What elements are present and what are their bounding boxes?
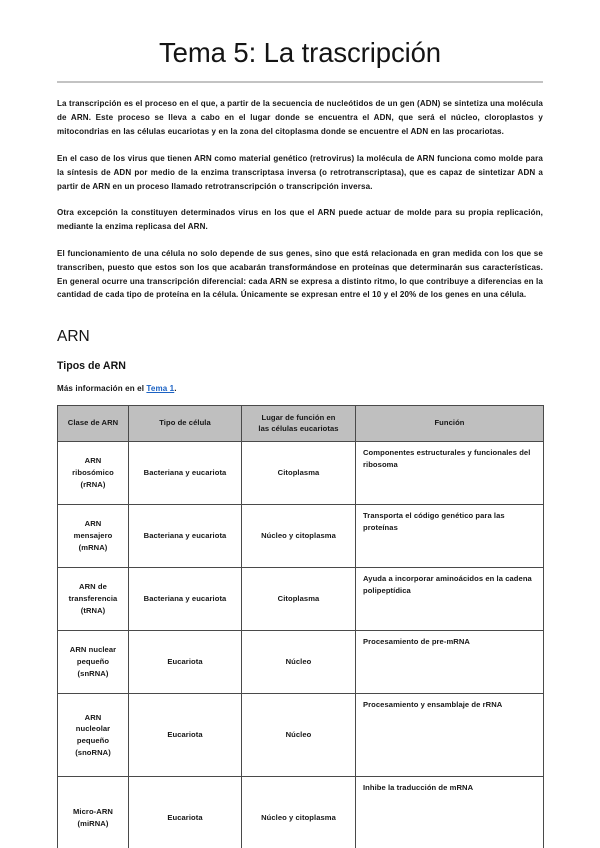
cell-tipo-de-celula: Eucariota (129, 631, 242, 694)
table-row (58, 631, 544, 694)
cell-tipo-de-celula: Bacteriana y eucariota (129, 442, 242, 505)
cell-clase-de-arn (58, 694, 129, 777)
cell-line: (mRNA) (78, 543, 108, 553)
cell-line: (snRNA) (77, 669, 109, 679)
cell-funcion: Ayuda a incorporar aminoácidos en la cadena polipeptídica (356, 568, 544, 631)
table-row (58, 694, 544, 777)
link-tema-1[interactable]: Tema 1 (146, 383, 175, 393)
cell-line: nucleolar (75, 724, 111, 734)
cell-funcion: Procesamiento y ensamblaje de rRNA (356, 694, 544, 777)
table-body (58, 442, 544, 848)
cell-tipo-de-celula: Eucariota (129, 694, 242, 777)
cell-lugar-de-funcion: Citoplasma (242, 568, 356, 631)
cell-clase-de-arn (58, 631, 129, 694)
cell-funcion: Inhibe la traducción de mRNA (356, 777, 544, 848)
column-header-clase-de-arn (58, 405, 129, 442)
cell-line: (miRNA) (77, 819, 109, 829)
column-header-lugar-de-funcion (242, 405, 356, 442)
cell-clase-de-arn (58, 568, 129, 631)
cell-clase-de-arn (58, 442, 129, 505)
more-info-prefix: Más información en el (57, 383, 147, 393)
rna-types-table (57, 405, 544, 848)
cell-line: ARN de (79, 582, 107, 592)
table-row (58, 568, 544, 631)
section-heading-arn: ARN (57, 328, 90, 346)
column-header-line: Clase de ARN (67, 418, 119, 428)
cell-line: ARN (84, 712, 102, 722)
cell-lugar-de-funcion: Citoplasma (242, 442, 356, 505)
cell-line: (rRNA) (80, 480, 106, 490)
paragraph-replicasa: Otra excepción la constituyen determinados virus en los que el ARN puede actuar de molde para su propia replicación, mediante la enzima replicasa del ARN. (57, 208, 543, 232)
cell-clase-de-arn (58, 777, 129, 848)
column-header-line: las células eucariotas (258, 424, 339, 434)
column-header-line: Tipo de célula (159, 418, 211, 428)
column-header-funcion (356, 405, 544, 442)
cell-tipo-de-celula: Bacteriana y eucariota (129, 568, 242, 631)
table-row (58, 442, 544, 505)
more-info-suffix: . (174, 383, 177, 393)
sub-heading-tipos-de-arn: Tipos de ARN (57, 359, 126, 372)
cell-funcion: Procesamiento de pre-mRNA (356, 631, 544, 694)
column-header-tipo-de-celula (129, 405, 242, 442)
cell-funcion: Componentes estructurales y funcionales del ribosoma (356, 442, 544, 505)
cell-line: ribosómico (72, 468, 114, 478)
cell-line: (snoRNA) (75, 747, 111, 757)
cell-lugar-de-funcion: Núcleo y citoplasma (242, 505, 356, 568)
cell-clase-de-arn (58, 505, 129, 568)
paragraph-expresion: El funcionamiento de una célula no solo depende de sus genes, sino que está relacionada en gran medida con los que se transcriben, puesto que estos son los que acabarán transformándose en proteínas que determinarán sus características. En general ocurre una transcripción diferencial: cada ARN se expresa a distinto ritmo, lo que contribuye a diferencias en la cantidad de cada tipo de proteína en la célula. Únicamente se expresan entre el 10 y el 20% de los genes en una célula. (57, 249, 544, 300)
table-row (58, 505, 544, 568)
table-head (58, 405, 544, 442)
page-title: Tema 5: La trascripción (159, 37, 441, 68)
more-info-line (57, 373, 543, 393)
column-header-line: Lugar de función en (261, 412, 336, 422)
paragraph-intro: La transcripción es el proceso en el que, a partir de la secuencia de nucleótidos de un gen (ADN) se sintetiza una molécula de ARN. Este proceso se lleva a cabo en el lugar donde se encuentra el ADN, que será el núcleo, cloroplastos y mitocondrias en las células eucariotas y en la zona del citoplasma donde se encuentre el ADN en las procariotas. (57, 99, 543, 137)
cell-line: mensajero (73, 531, 113, 541)
paragraph-retrovirus: En el caso de los virus que tienen ARN como material genético (retrovirus) la molécula de ARN funciona como molde para la síntesis de ADN por medio de la enzima transcriptasa inversa (o retrotranscriptasa), que es capaz de sintetizar ADN a partir de ARN en un proceso llamado retrotranscripción o transcripción inversa. (57, 153, 543, 191)
table-row (58, 777, 544, 848)
cell-lugar-de-funcion: Núcleo y citoplasma (242, 777, 356, 848)
cell-line: pequeño (76, 657, 110, 667)
cell-line: transferencia (68, 594, 118, 604)
cell-line: pequeño (76, 736, 110, 746)
column-header-line: Función (434, 418, 465, 428)
cell-tipo-de-celula: Eucariota (129, 777, 242, 848)
cell-funcion: Transporta el código genético para las proteínas (356, 505, 544, 568)
cell-lugar-de-funcion: Núcleo (242, 694, 356, 777)
table-header-row (58, 405, 544, 442)
cell-line: Micro-ARN (73, 807, 113, 817)
cell-line: ARN (84, 519, 102, 529)
cell-tipo-de-celula: Bacteriana y eucariota (129, 505, 242, 568)
cell-line: ARN nuclear (69, 645, 117, 655)
cell-line: (tRNA) (80, 606, 106, 616)
cell-line: ARN (84, 456, 102, 466)
cell-lugar-de-funcion: Núcleo (242, 631, 356, 694)
